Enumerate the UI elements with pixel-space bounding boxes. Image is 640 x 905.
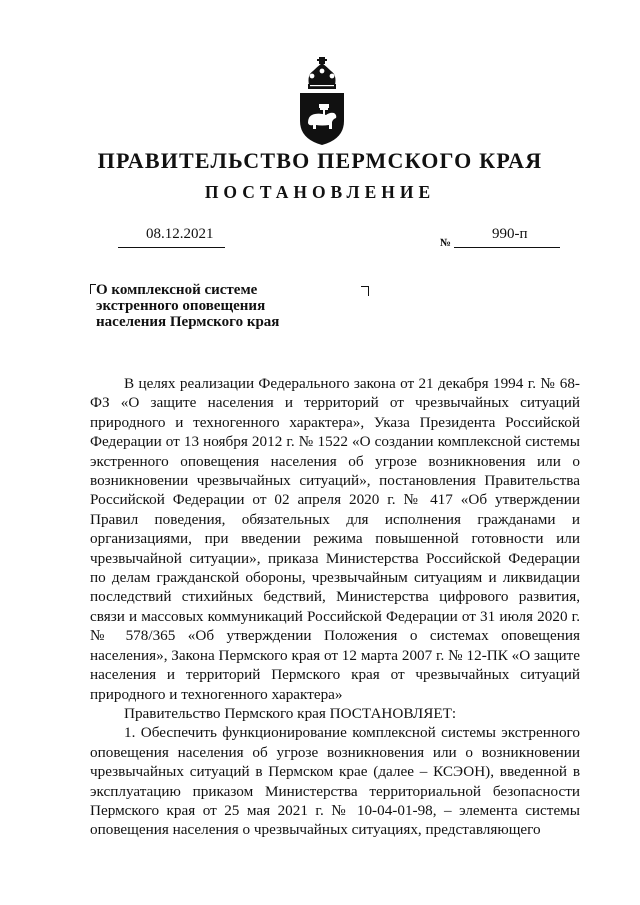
document-type: ПОСТАНОВЛЕНИЕ [204,182,436,202]
date-underline [118,247,225,248]
number-underline [454,247,560,248]
subject-line: О комплексной системе [96,282,258,298]
number-sign: № [440,237,452,249]
item-1-paragraph: 1. Обеспечить функционирование комплексной системы экстренного оповещения населения об угрозе возникновения или о возникновении чрезвычайных ситуаций в Пермском крае (далее – КСЭОН), введенной в эксплуатацию приказом Министерства территориальной безопасности Пермского края от 25 мая 2021 г. № 10-04-01-98, – элемента системы оповещения населения о чрезвычайных ситуациях, представляющего [90,724,580,839]
document-subject [96,282,279,330]
document-number: 990-п [492,226,528,242]
government-title: ПРАВИТЕЛЬСТВО ПЕРМСКОГО КРАЯ [97,148,543,173]
preamble-paragraph: В целях реализации Федерального закона от 21 декабря 1994 г. № 68-ФЗ «О защите населения и территорий от чрезвычайных ситуаций природного и техногенного характера», Указа Президента Российской Федерации от 13 ноября 2012 г. № 1522 «О создании комплексной системы экстренного оповещения населения об угрозе возникновения или о возникновении чрезвычайных ситуаций», постановления Правительства Российской Федерации от 02 апреля 2020 г. № 417 «Об утверждении Правил поведения, обязательных для исполнения гражданами и организациями, при введении режима повышенной готовности или чрезвычайной ситуации», приказа Министерства Российской Федерации по делам гражданской обороны, чрезвычайным ситуациям и ликвидации последствий стихийных бедствий, Министерства цифрового развития, связи и массовых коммуникаций Российской Федерации от 31 июля 2020 г. № 578/365 «Об утверждении Положения о системах оповещения населения», Закона Пермского края от 12 марта 2007 г. № 12-ПК «О защите населения и территорий Пермского края от чрезвычайных ситуаций природного и техногенного характера» [90,375,580,703]
document-date: 08.12.2021 [146,226,214,242]
subject-line: населения Пермского края [96,314,280,330]
resolves-paragraph: Правительство Пермского края ПОСТАНОВЛЯЕТ: [124,704,457,722]
subject-line: экстренного оповещения [96,298,266,314]
document-body [90,374,580,840]
subject-corner-right [361,286,369,296]
coat-of-arms-icon [295,55,349,147]
